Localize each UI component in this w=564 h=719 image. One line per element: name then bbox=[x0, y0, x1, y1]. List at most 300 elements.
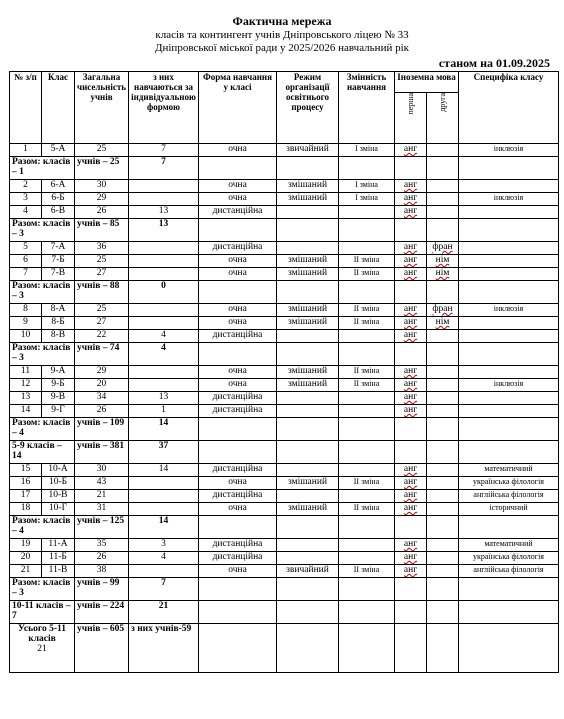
table-row bbox=[10, 180, 559, 193]
row-lang-second bbox=[427, 317, 459, 330]
row-shift: ІІ зміна bbox=[339, 366, 395, 379]
empty-cell bbox=[459, 578, 559, 601]
row-form: очна bbox=[199, 477, 277, 490]
row-total: 30 bbox=[75, 180, 129, 193]
row-specifics: інклюзія bbox=[459, 144, 559, 157]
header-shift: Змінність навчання bbox=[339, 72, 395, 144]
subtotal-row bbox=[10, 281, 559, 304]
subtotal-individual: 4 bbox=[129, 343, 199, 366]
row-form: очна bbox=[199, 144, 277, 157]
header-individual: з них навчаються за індивідуальною формою bbox=[129, 72, 199, 144]
row-total: 35 bbox=[75, 539, 129, 552]
lang-first-value: анг bbox=[403, 330, 418, 340]
table-row bbox=[10, 255, 559, 268]
empty-cell bbox=[395, 578, 427, 601]
row-lang-second bbox=[427, 552, 459, 565]
subtotal-individual: 14 bbox=[129, 418, 199, 441]
header-lang-second: друга bbox=[437, 93, 447, 112]
row-number: 6 bbox=[10, 255, 42, 268]
subtotal-label: 10-11 класів – 7 bbox=[10, 601, 75, 624]
row-lang-second bbox=[427, 144, 459, 157]
lang-second-value: нім bbox=[435, 317, 450, 327]
row-lang-second bbox=[427, 392, 459, 405]
subtotal-row bbox=[10, 418, 559, 441]
lang-first-value: анг bbox=[403, 206, 418, 216]
row-number: 16 bbox=[10, 477, 42, 490]
row-mode bbox=[277, 490, 339, 503]
row-mode: звичайний bbox=[277, 144, 339, 157]
row-shift bbox=[339, 539, 395, 552]
header-spec: Специфіка класу bbox=[459, 72, 559, 144]
row-mode bbox=[277, 552, 339, 565]
row-shift: І зміна bbox=[339, 180, 395, 193]
empty-cell bbox=[277, 157, 339, 180]
empty-cell bbox=[277, 418, 339, 441]
empty-cell bbox=[427, 281, 459, 304]
lang-first-value: анг bbox=[403, 490, 418, 500]
table-row bbox=[10, 206, 559, 219]
subtotal-row bbox=[10, 601, 559, 624]
row-shift: ІІ зміна bbox=[339, 477, 395, 490]
lang-first-value: анг bbox=[403, 392, 418, 402]
empty-cell bbox=[339, 516, 395, 539]
row-lang-first bbox=[395, 317, 427, 330]
row-mode: змішаний bbox=[277, 503, 339, 516]
row-individual bbox=[129, 255, 199, 268]
row-class: 7-Б bbox=[42, 255, 75, 268]
empty-cell bbox=[199, 219, 277, 242]
subtotal-row bbox=[10, 516, 559, 539]
empty-cell bbox=[459, 219, 559, 242]
row-mode: змішаний bbox=[277, 268, 339, 281]
row-specifics bbox=[459, 366, 559, 379]
empty-cell bbox=[339, 157, 395, 180]
subtotal-row bbox=[10, 441, 559, 464]
table-row bbox=[10, 268, 559, 281]
empty-cell bbox=[339, 578, 395, 601]
row-form: дистанційна bbox=[199, 206, 277, 219]
lang-first-value: анг bbox=[403, 366, 418, 376]
row-mode bbox=[277, 392, 339, 405]
empty-cell bbox=[427, 516, 459, 539]
lang-first-value: анг bbox=[403, 565, 418, 575]
row-lang-second bbox=[427, 193, 459, 206]
row-mode: змішаний bbox=[277, 255, 339, 268]
row-shift: ІІ зміна bbox=[339, 379, 395, 392]
row-total: 26 bbox=[75, 552, 129, 565]
grand-total-text: Усього 5-11 класів bbox=[17, 624, 67, 644]
row-class: 9-В bbox=[42, 392, 75, 405]
row-total: 43 bbox=[75, 477, 129, 490]
row-number: 8 bbox=[10, 304, 42, 317]
subtotal-individual: 0 bbox=[129, 281, 199, 304]
row-class: 10-Г bbox=[42, 503, 75, 516]
row-total: 36 bbox=[75, 242, 129, 255]
empty-cell bbox=[459, 343, 559, 366]
row-individual bbox=[129, 242, 199, 255]
row-total: 25 bbox=[75, 255, 129, 268]
empty-cell bbox=[395, 281, 427, 304]
row-individual bbox=[129, 268, 199, 281]
subtotal-label: Разом: класів – 3 bbox=[10, 578, 75, 601]
table-row bbox=[10, 405, 559, 418]
grand-total-individual: з них учнів-59 bbox=[129, 624, 199, 673]
row-number: 7 bbox=[10, 268, 42, 281]
row-number: 13 bbox=[10, 392, 42, 405]
row-shift: ІІ зміна bbox=[339, 268, 395, 281]
row-shift bbox=[339, 490, 395, 503]
row-class: 7-А bbox=[42, 242, 75, 255]
subtotal-pupils: учнів – 109 bbox=[75, 418, 129, 441]
subtotal-individual: 14 bbox=[129, 516, 199, 539]
empty-cell bbox=[277, 516, 339, 539]
empty-cell bbox=[459, 418, 559, 441]
subtotal-label: Разом: класів – 4 bbox=[10, 516, 75, 539]
row-lang-first bbox=[395, 206, 427, 219]
row-number: 15 bbox=[10, 464, 42, 477]
lang-second-value: фран bbox=[432, 304, 453, 314]
lang-first-value: анг bbox=[403, 477, 418, 487]
row-individual: 7 bbox=[129, 144, 199, 157]
row-lang-first bbox=[395, 304, 427, 317]
header-lang: Іноземна мова bbox=[395, 72, 459, 93]
subtotal-pupils: учнів – 381 bbox=[75, 441, 129, 464]
subtotal-label: Разом: класів – 1 bbox=[10, 157, 75, 180]
row-individual bbox=[129, 180, 199, 193]
header-form: Форма навчання у класі bbox=[199, 72, 277, 144]
row-individual: 4 bbox=[129, 552, 199, 565]
row-class: 10-А bbox=[42, 464, 75, 477]
grand-total-row bbox=[10, 624, 559, 673]
empty-cell bbox=[459, 441, 559, 464]
lang-first-value: анг bbox=[403, 268, 418, 278]
row-lang-first bbox=[395, 552, 427, 565]
row-lang-second bbox=[427, 405, 459, 418]
row-class: 10-В bbox=[42, 490, 75, 503]
subtotal-pupils: учнів – 224 bbox=[75, 601, 129, 624]
row-class: 11-А bbox=[42, 539, 75, 552]
row-class: 5-А bbox=[42, 144, 75, 157]
row-shift: ІІ зміна bbox=[339, 255, 395, 268]
table-row bbox=[10, 242, 559, 255]
empty-cell bbox=[277, 601, 339, 624]
empty-cell bbox=[199, 624, 277, 673]
row-form: очна bbox=[199, 366, 277, 379]
row-specifics: інклюзія bbox=[459, 304, 559, 317]
row-mode: змішаний bbox=[277, 180, 339, 193]
empty-cell bbox=[277, 281, 339, 304]
empty-cell bbox=[427, 601, 459, 624]
subtotal-pupils: учнів – 85 bbox=[75, 219, 129, 242]
empty-cell bbox=[459, 624, 559, 673]
empty-cell bbox=[277, 219, 339, 242]
row-shift bbox=[339, 552, 395, 565]
header-num: № з/п bbox=[10, 72, 42, 144]
row-lang-second bbox=[427, 490, 459, 503]
empty-cell bbox=[339, 343, 395, 366]
table-row bbox=[10, 330, 559, 343]
row-specifics: англійська філологія bbox=[459, 490, 559, 503]
lang-first-value: анг bbox=[403, 242, 418, 252]
row-form: очна bbox=[199, 503, 277, 516]
row-specifics: англійська філологія bbox=[459, 565, 559, 578]
header-class: Клас bbox=[42, 72, 75, 144]
row-individual bbox=[129, 317, 199, 330]
subtotal-row bbox=[10, 578, 559, 601]
classes-table bbox=[9, 71, 559, 673]
row-lang-first bbox=[395, 242, 427, 255]
row-individual bbox=[129, 565, 199, 578]
row-form: очна bbox=[199, 193, 277, 206]
empty-cell bbox=[427, 343, 459, 366]
row-number: 5 bbox=[10, 242, 42, 255]
row-specifics bbox=[459, 242, 559, 255]
row-form: очна bbox=[199, 379, 277, 392]
row-individual: 3 bbox=[129, 539, 199, 552]
row-specifics bbox=[459, 206, 559, 219]
row-shift bbox=[339, 392, 395, 405]
subtotal-individual: 21 bbox=[129, 601, 199, 624]
row-form: очна bbox=[199, 304, 277, 317]
row-mode bbox=[277, 405, 339, 418]
row-shift: І зміна bbox=[339, 193, 395, 206]
empty-cell bbox=[199, 516, 277, 539]
row-shift bbox=[339, 206, 395, 219]
table-row bbox=[10, 464, 559, 477]
lang-first-value: анг bbox=[403, 144, 418, 154]
row-lang-first bbox=[395, 379, 427, 392]
row-total: 30 bbox=[75, 464, 129, 477]
grand-total-pupils: учнів – 605 bbox=[75, 624, 129, 673]
table-row bbox=[10, 565, 559, 578]
row-form: дистанційна bbox=[199, 464, 277, 477]
row-lang-second bbox=[427, 503, 459, 516]
row-form: дистанційна bbox=[199, 330, 277, 343]
lang-first-value: анг bbox=[403, 317, 418, 327]
lang-second-value: фран bbox=[432, 242, 453, 252]
row-number: 2 bbox=[10, 180, 42, 193]
empty-cell bbox=[459, 157, 559, 180]
row-total: 22 bbox=[75, 330, 129, 343]
row-lang-first bbox=[395, 193, 427, 206]
lang-first-value: анг bbox=[403, 552, 418, 562]
row-mode bbox=[277, 330, 339, 343]
row-total: 21 bbox=[75, 490, 129, 503]
row-specifics: інклюзія bbox=[459, 193, 559, 206]
row-lang-second bbox=[427, 180, 459, 193]
lang-second-value: нім bbox=[435, 255, 450, 265]
row-lang-first bbox=[395, 490, 427, 503]
row-specifics bbox=[459, 180, 559, 193]
empty-cell bbox=[427, 157, 459, 180]
row-number: 17 bbox=[10, 490, 42, 503]
table-row bbox=[10, 490, 559, 503]
subtotal-pupils: учнів – 74 bbox=[75, 343, 129, 366]
row-lang-first bbox=[395, 477, 427, 490]
row-individual bbox=[129, 477, 199, 490]
row-class: 6-Б bbox=[42, 193, 75, 206]
row-lang-first bbox=[395, 565, 427, 578]
empty-cell bbox=[199, 441, 277, 464]
lang-first-value: анг bbox=[403, 503, 418, 513]
as-of-date: станом на 01.09.2025 bbox=[438, 56, 550, 70]
subtotal-pupils: учнів – 99 bbox=[75, 578, 129, 601]
empty-cell bbox=[395, 343, 427, 366]
row-number: 12 bbox=[10, 379, 42, 392]
row-lang-first bbox=[395, 180, 427, 193]
row-individual: 13 bbox=[129, 206, 199, 219]
row-mode: змішаний bbox=[277, 317, 339, 330]
row-total: 29 bbox=[75, 193, 129, 206]
subtotal-label: Разом: класів – 4 bbox=[10, 418, 75, 441]
row-total: 26 bbox=[75, 206, 129, 219]
lang-first-value: анг bbox=[403, 405, 418, 415]
header-total: Загальна чисельність учнів bbox=[75, 72, 129, 144]
table-row bbox=[10, 304, 559, 317]
lang-first-value: анг bbox=[403, 255, 418, 265]
row-specifics: українська філологія bbox=[459, 552, 559, 565]
row-shift: ІІ зміна bbox=[339, 317, 395, 330]
lang-first-value: анг bbox=[403, 193, 418, 203]
row-individual bbox=[129, 503, 199, 516]
empty-cell bbox=[339, 219, 395, 242]
row-lang-first bbox=[395, 366, 427, 379]
empty-cell bbox=[277, 441, 339, 464]
row-lang-first bbox=[395, 464, 427, 477]
row-lang-first bbox=[395, 503, 427, 516]
document-subtitle-1: класів та контингент учнів Дніпровського ліцею № 33 bbox=[155, 29, 409, 41]
empty-cell bbox=[199, 343, 277, 366]
grand-total-label bbox=[10, 624, 75, 673]
empty-cell bbox=[199, 157, 277, 180]
row-mode: звичайний bbox=[277, 565, 339, 578]
row-lang-second bbox=[427, 565, 459, 578]
row-class: 9-Г bbox=[42, 405, 75, 418]
table-row bbox=[10, 317, 559, 330]
row-total: 25 bbox=[75, 144, 129, 157]
lang-second-value: нім bbox=[435, 268, 450, 278]
row-form: очна bbox=[199, 565, 277, 578]
row-form: очна bbox=[199, 255, 277, 268]
row-mode: змішаний bbox=[277, 304, 339, 317]
table-row bbox=[10, 144, 559, 157]
row-form: очна bbox=[199, 180, 277, 193]
row-lang-first bbox=[395, 330, 427, 343]
subtotal-row bbox=[10, 157, 559, 180]
table-row bbox=[10, 366, 559, 379]
table-row bbox=[10, 477, 559, 490]
row-total: 31 bbox=[75, 503, 129, 516]
table-row bbox=[10, 379, 559, 392]
row-form: очна bbox=[199, 268, 277, 281]
row-mode: змішаний bbox=[277, 477, 339, 490]
row-individual bbox=[129, 490, 199, 503]
empty-cell bbox=[199, 601, 277, 624]
row-mode: змішаний bbox=[277, 193, 339, 206]
row-total: 27 bbox=[75, 317, 129, 330]
row-mode bbox=[277, 539, 339, 552]
row-mode bbox=[277, 206, 339, 219]
row-lang-second bbox=[427, 255, 459, 268]
table-body bbox=[10, 144, 559, 673]
subtotal-row bbox=[10, 219, 559, 242]
table-row bbox=[10, 552, 559, 565]
row-number: 10 bbox=[10, 330, 42, 343]
subtotal-label: Разом: класів – 3 bbox=[10, 343, 75, 366]
row-lang-first bbox=[395, 144, 427, 157]
row-form: очна bbox=[199, 317, 277, 330]
row-specifics bbox=[459, 255, 559, 268]
subtotal-label: Разом: класів – 3 bbox=[10, 219, 75, 242]
row-shift bbox=[339, 242, 395, 255]
row-mode: змішаний bbox=[277, 379, 339, 392]
empty-cell bbox=[339, 624, 395, 673]
lang-first-value: анг bbox=[403, 464, 418, 474]
row-number: 1 bbox=[10, 144, 42, 157]
subtotal-individual: 7 bbox=[129, 157, 199, 180]
empty-cell bbox=[427, 441, 459, 464]
row-lang-second bbox=[427, 379, 459, 392]
empty-cell bbox=[339, 441, 395, 464]
row-lang-first bbox=[395, 392, 427, 405]
subtotal-pupils: учнів – 25 bbox=[75, 157, 129, 180]
row-lang-second bbox=[427, 464, 459, 477]
row-number: 14 bbox=[10, 405, 42, 418]
empty-cell bbox=[395, 157, 427, 180]
row-individual: 4 bbox=[129, 330, 199, 343]
row-form: дистанційна bbox=[199, 392, 277, 405]
empty-cell bbox=[339, 418, 395, 441]
subtotal-label: Разом: класів – 3 bbox=[10, 281, 75, 304]
row-number: 9 bbox=[10, 317, 42, 330]
row-lang-first bbox=[395, 255, 427, 268]
row-total: 25 bbox=[75, 304, 129, 317]
empty-cell bbox=[277, 343, 339, 366]
row-lang-second bbox=[427, 268, 459, 281]
row-total: 29 bbox=[75, 366, 129, 379]
row-lang-second bbox=[427, 539, 459, 552]
row-individual bbox=[129, 304, 199, 317]
row-mode bbox=[277, 464, 339, 477]
row-total: 20 bbox=[75, 379, 129, 392]
row-shift: І зміна bbox=[339, 144, 395, 157]
table-row bbox=[10, 392, 559, 405]
row-class: 8-Б bbox=[42, 317, 75, 330]
row-shift: ІІ зміна bbox=[339, 503, 395, 516]
empty-cell bbox=[427, 418, 459, 441]
row-shift: ІІ зміна bbox=[339, 565, 395, 578]
row-class: 10-Б bbox=[42, 477, 75, 490]
row-mode bbox=[277, 242, 339, 255]
empty-cell bbox=[459, 601, 559, 624]
lang-first-value: анг bbox=[403, 539, 418, 549]
empty-cell bbox=[427, 578, 459, 601]
row-individual: 13 bbox=[129, 392, 199, 405]
row-form: дистанційна bbox=[199, 405, 277, 418]
row-class: 6-В bbox=[42, 206, 75, 219]
empty-cell bbox=[395, 219, 427, 242]
row-number: 19 bbox=[10, 539, 42, 552]
row-total: 38 bbox=[75, 565, 129, 578]
row-form: дистанційна bbox=[199, 490, 277, 503]
row-specifics bbox=[459, 268, 559, 281]
subtotal-individual: 13 bbox=[129, 219, 199, 242]
empty-cell bbox=[395, 624, 427, 673]
row-number: 21 bbox=[10, 565, 42, 578]
row-individual bbox=[129, 379, 199, 392]
row-lang-second bbox=[427, 206, 459, 219]
lang-first-value: анг bbox=[403, 379, 418, 389]
